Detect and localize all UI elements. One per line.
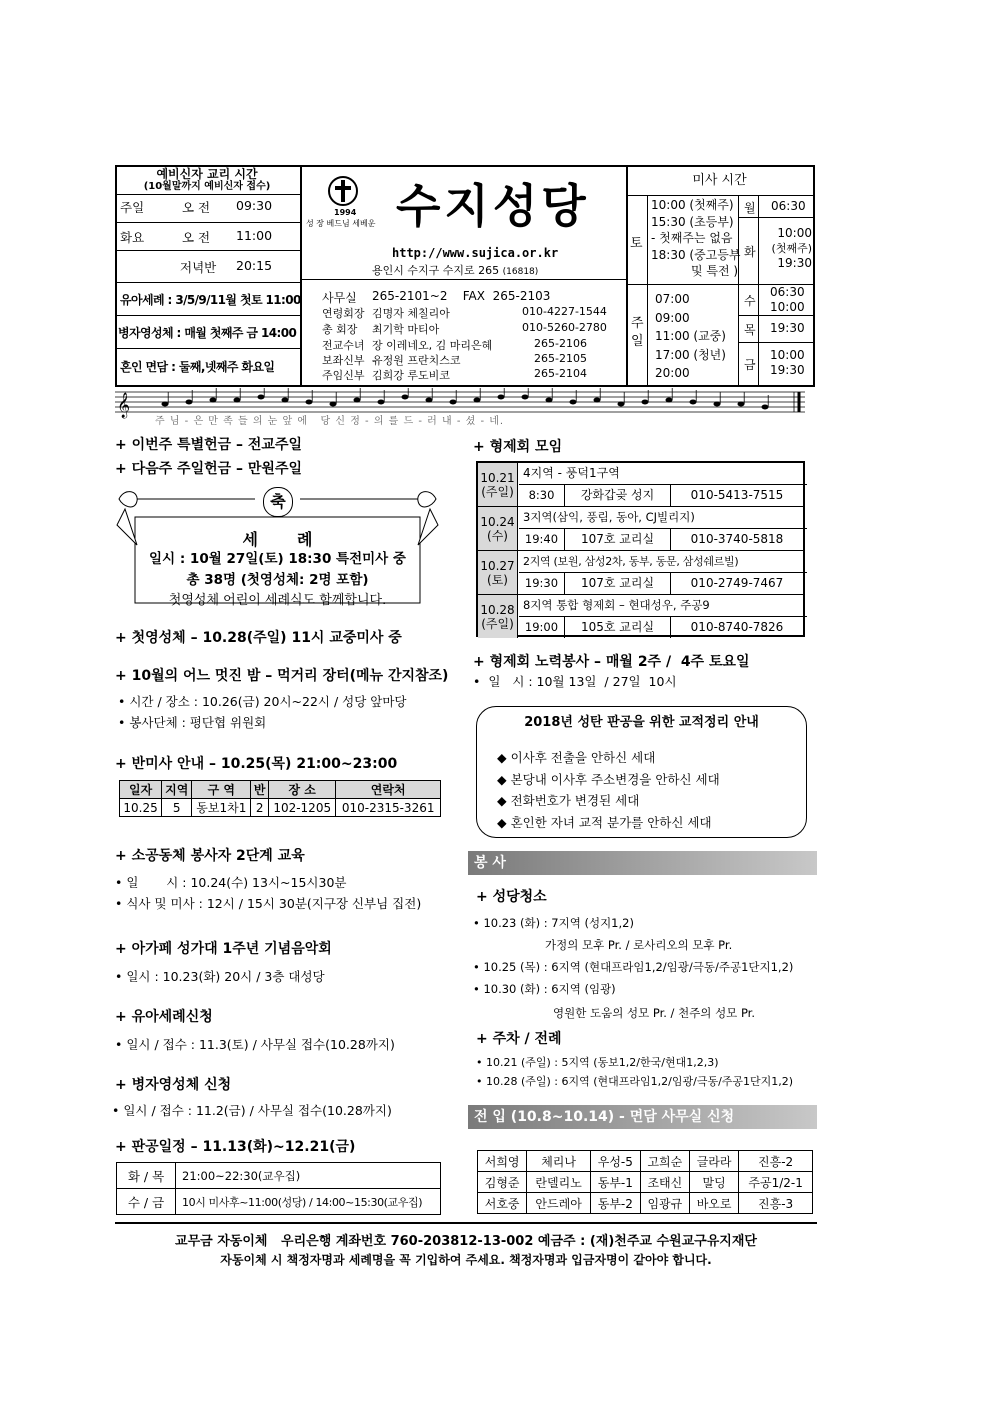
- wednesday-times: 06:30 10:00: [770, 285, 805, 314]
- labor-service-title: + 형제회 노력봉사 – 매월 2주 / 4주 토요일: [473, 654, 750, 670]
- logo-text: 성 장 베드님 세베운: [306, 219, 376, 228]
- table-row: 김형준 란델리노 동부-1 조태신 말딩 주공1/2-1: [478, 1172, 813, 1193]
- music-note: [522, 395, 529, 400]
- next-offering: + 다음주 주일헌금 – 만원주일: [115, 461, 302, 477]
- sick-communion-title: + 병자영성체 신청: [115, 1077, 232, 1093]
- tithe-transfer-info: 교무금 자동이체 우리은행 계좌번호 760-203812-13-002 예금주 : (재)천주교 수원교구유지재단: [175, 1234, 757, 1249]
- music-note: [666, 398, 673, 403]
- list-item: • 10.21 (주일) : 5지역 (동보1,2/한국/현대1,2,3): [476, 1056, 719, 1069]
- move-in-table: [477, 1150, 813, 1214]
- monday-time: 06:30: [771, 199, 806, 213]
- ban-mass-title: + 반미사 안내 – 10.25(목) 21:00~23:00: [115, 756, 398, 772]
- music-note: [330, 402, 337, 407]
- baptism-title: 세 례: [242, 530, 313, 549]
- church-cleaning-title: + 성당청소: [476, 889, 547, 905]
- sunday-label: 주일: [631, 316, 644, 349]
- table-row: 10.27 (토) 2지역 (보원, 삼성2차, 동부, 동문, 삼성쉐르빌) 19:30 107호 교리실 010-2749-7467: [478, 551, 803, 595]
- music-note: [546, 398, 553, 403]
- table-header-row: 일자 지역 구 역 반 장 소 연락처: [120, 781, 441, 799]
- contact-row: 총 회장 최기학 마티아 010-5260-2780: [322, 321, 607, 336]
- agape-concert-title: + 아가페 성가대 1주년 기념음악회: [115, 941, 332, 957]
- monday-label: 월: [744, 201, 756, 215]
- list-item: • 10.28 (주일) : 6지역 (현대프라임1,2/임광/극동/주공1단지1,2): [476, 1075, 794, 1088]
- church-name: 수지성당: [396, 179, 590, 233]
- registry-notice-title: 2018년 성탄 판공을 위한 교적정리 안내: [524, 715, 759, 730]
- service-section-bar: 봉 사: [468, 851, 817, 875]
- logo-year: 1994: [334, 208, 357, 217]
- music-note: [162, 402, 169, 407]
- agape-concert-time: • 일시 : 10.23(화) 20시 / 3층 대성당: [115, 969, 325, 984]
- saturday-label: 토: [630, 236, 643, 251]
- music-note: [378, 400, 385, 405]
- table-row: 10.28 (주일) 8지역 통합 형제회 – 현대성우, 주공9 19:00 105호 교리실 010-8740-7826: [478, 595, 803, 638]
- song-lyrics: 주 님 - 은 만 족 들 의 눈 앞 에 당 신 정 - 의 를 드 - 러 내 - 셨 - 네.: [155, 416, 505, 427]
- music-note: [402, 395, 409, 400]
- move-in-section-bar: 전 입 (10.8~10.14) - 면담 사무실 신청: [468, 1105, 817, 1129]
- list-item: ◆ 이사후 전출을 안하신 세대: [497, 750, 656, 765]
- music-note: [282, 398, 289, 403]
- catechism-title: 예비신자 교리 시간: [156, 167, 258, 181]
- infant-baptism-time: • 일시 / 접수 : 11.3(토) / 사무실 접수(10.28까지): [115, 1037, 395, 1052]
- music-note: [306, 400, 313, 405]
- baptism-datetime: 일시 : 10월 27일(토) 18:30 특전미사 중: [149, 551, 406, 567]
- baptism-notice: [115, 485, 440, 607]
- infant-baptism-info: 유아세례 : 3/5/9/11월 첫토 11:00: [120, 293, 301, 307]
- music-note: [642, 400, 649, 405]
- catechism-schedule: [120, 198, 300, 288]
- music-note: [354, 398, 361, 403]
- catechism-section: [117, 167, 297, 193]
- small-community-time: • 일 시 : 10.24(수) 13시~15시30분: [115, 875, 347, 890]
- list-item: • 10.23 (화) : 7지역 (성지1,2): [473, 916, 634, 930]
- music-staff: [115, 388, 810, 428]
- parking-list: [476, 1053, 793, 1091]
- baptism-note: 첫영성체 어린이 세례식도 함께합니다.: [168, 593, 387, 608]
- list-item: • 10.30 (화) : 6지역 (임광): [473, 982, 616, 996]
- catechism-subtitle: (10월말까지 예비신자 접수): [143, 181, 271, 192]
- list-item: ◆ 혼인한 자녀 교적 분가를 안하신 세대: [497, 814, 712, 830]
- list-item: ◆ 전화번호가 변경된 세대: [497, 793, 640, 808]
- registry-notice-list: [497, 747, 720, 833]
- parking-title: + 주차 / 전례: [476, 1031, 562, 1047]
- brotherhood-title: + 형제회 모임: [473, 439, 563, 455]
- labor-service-time: • 일 시 : 10월 13일 / 27일 10시: [473, 674, 677, 689]
- thursday-label: 목: [744, 323, 756, 337]
- registry-notice-box: [476, 706, 807, 838]
- svg-text:𝄞: 𝄞: [117, 393, 131, 418]
- first-communion: + 첫영성체 – 10.28(주일) 11시 교중미사 중: [115, 630, 402, 646]
- music-note: [498, 395, 505, 400]
- catechism-row: 주일 오 전 09:30: [120, 198, 273, 215]
- table-row: 10.21 (주일) 4지역 - 풍덕1구역 8:30 강화갑곶 성지 010-5413-7515: [478, 463, 803, 507]
- music-note: [714, 402, 721, 407]
- list-item: ◆ 본당내 이사후 주소변경을 안하신 세대: [497, 771, 720, 787]
- contact-list: [322, 289, 622, 382]
- music-note: [474, 398, 481, 403]
- confession-title: + 판공일정 – 11.13(화)~12.21(금): [115, 1139, 356, 1155]
- music-note: [450, 400, 457, 405]
- music-note: [690, 400, 697, 405]
- sick-communion-time: • 일시 / 접수 : 11.2(금) / 사무실 접수(10.28까지): [112, 1103, 392, 1118]
- night-event-time: • 시간 / 장소 : 10.26(금) 20시~22시 / 성당 앞마당: [118, 694, 407, 709]
- marriage-info: 혼인 면담 : 둘째,넷째주 화요일: [120, 360, 275, 374]
- table-row: 서희영 체리나 우성-5 고희순 글라라 진흥-2: [478, 1151, 813, 1172]
- list-item: 가정의 모후 Pr. / 로사리오의 모후 Pr.: [545, 938, 733, 952]
- contact-row: 사무실 265-2101~2 FAX 265-2103: [322, 289, 551, 305]
- sick-communion-info: 병자영성체 : 매월 첫째주 금 14:00: [118, 326, 297, 340]
- brotherhood-table: [478, 463, 803, 638]
- saturday-mass-list: 10:00 (첫째주) 15:30 (초등부) - 첫째주는 없음 18:30 (중고등부 및 특전 ): [651, 198, 741, 278]
- church-url[interactable]: http://www.sujica.or.kr: [392, 246, 559, 260]
- celebration-badge: 축: [263, 487, 293, 517]
- friday-times: 10:00 19:30: [770, 348, 805, 377]
- tuesday-times: 10:00 (첫째주) 19:30: [771, 226, 812, 270]
- music-note: [234, 398, 241, 403]
- table-row: 화 / 목 21:00~22:30(교우집): [117, 1163, 441, 1189]
- mass-time-title: 미사 시간: [692, 173, 747, 188]
- list-item: 영원한 도움의 성모 Pr. / 천주의 성모 Pr.: [553, 1006, 755, 1020]
- catechism-row: 화요 오 전 11:00: [120, 228, 273, 245]
- table-row: 10.25 5 동보1차1 2 102-1205 010-2315-3261: [120, 799, 441, 817]
- table-row: 수 / 금 10시 미사후~11:00(성당) / 14:00~15:30(교우집): [117, 1189, 441, 1215]
- tithe-transfer-note: 자동이체 시 책정자명과 세례명을 꼭 기입하여 주세요. 책정자명과 입금자명이 같아야 합니다.: [220, 1253, 712, 1267]
- music-note: [594, 398, 601, 403]
- confession-table: [116, 1162, 441, 1215]
- list-item: • 10.25 (목) : 6지역 (현대프라임1,2/임광/극동/주공1단지1,2): [473, 960, 794, 974]
- contact-row: 전교수녀 장 이레네오, 김 마리은혜 265-2106: [322, 337, 587, 352]
- music-note: [210, 398, 217, 403]
- music-note: [738, 402, 745, 407]
- ban-mass-table: [119, 780, 441, 817]
- table-row: 10.24 (수) 3지역(삼익, 풍림, 동아, CJ빌리지) 19:40 107호 교리실 010-3740-5818: [478, 507, 803, 551]
- table-row: 서호중 안드레아 동부-2 임광규 바오로 진흥-3: [478, 1193, 813, 1214]
- contact-row: 연령회장 김명자 체칠리아 010-4227-1544: [322, 305, 607, 320]
- sunday-mass-list: 07:00 09:00 11:00 (교중) 17:00 (청년) 20:00: [655, 292, 726, 380]
- friday-label: 금: [744, 358, 756, 372]
- wednesday-label: 수: [744, 294, 756, 308]
- music-note: [570, 400, 577, 405]
- baptism-count: 총 38명 (첫영성체: 2명 포함): [186, 572, 369, 588]
- thursday-time: 19:30: [770, 321, 805, 335]
- tuesday-label: 화: [744, 245, 756, 259]
- music-note: [762, 405, 769, 410]
- church-cleaning-list: [473, 912, 793, 1024]
- infant-baptism-title: + 유아세례신청: [115, 1009, 213, 1025]
- special-offering: + 이번주 특별헌금 – 전교주일: [115, 437, 302, 453]
- church-address: 용인시 수지구 수지로 265 (16818): [372, 264, 539, 277]
- contact-row: 주임신부 김희강 루도비코 265-2104: [322, 367, 587, 382]
- footer-divider: [115, 1222, 817, 1224]
- music-note: [258, 395, 265, 400]
- small-community-title: + 소공동체 봉사자 2단계 교육: [115, 848, 305, 864]
- night-event-title: + 10월의 어느 멋진 밤 – 먹거리 장터(메뉴 간지참조): [115, 668, 449, 684]
- music-note: [618, 402, 625, 407]
- music-note: [186, 400, 193, 405]
- church-logo-icon: [327, 175, 359, 207]
- music-note: [426, 398, 433, 403]
- catechism-row: 저녁반 20:15: [180, 258, 273, 275]
- contact-row: 보좌신부 유정원 프란치스코 265-2105: [322, 352, 587, 367]
- night-event-group: • 봉사단체 : 평단협 위원회: [118, 715, 267, 730]
- small-community-meal: • 식사 및 미사 : 12시 / 15시 30분(지구장 신부님 집전): [115, 896, 422, 911]
